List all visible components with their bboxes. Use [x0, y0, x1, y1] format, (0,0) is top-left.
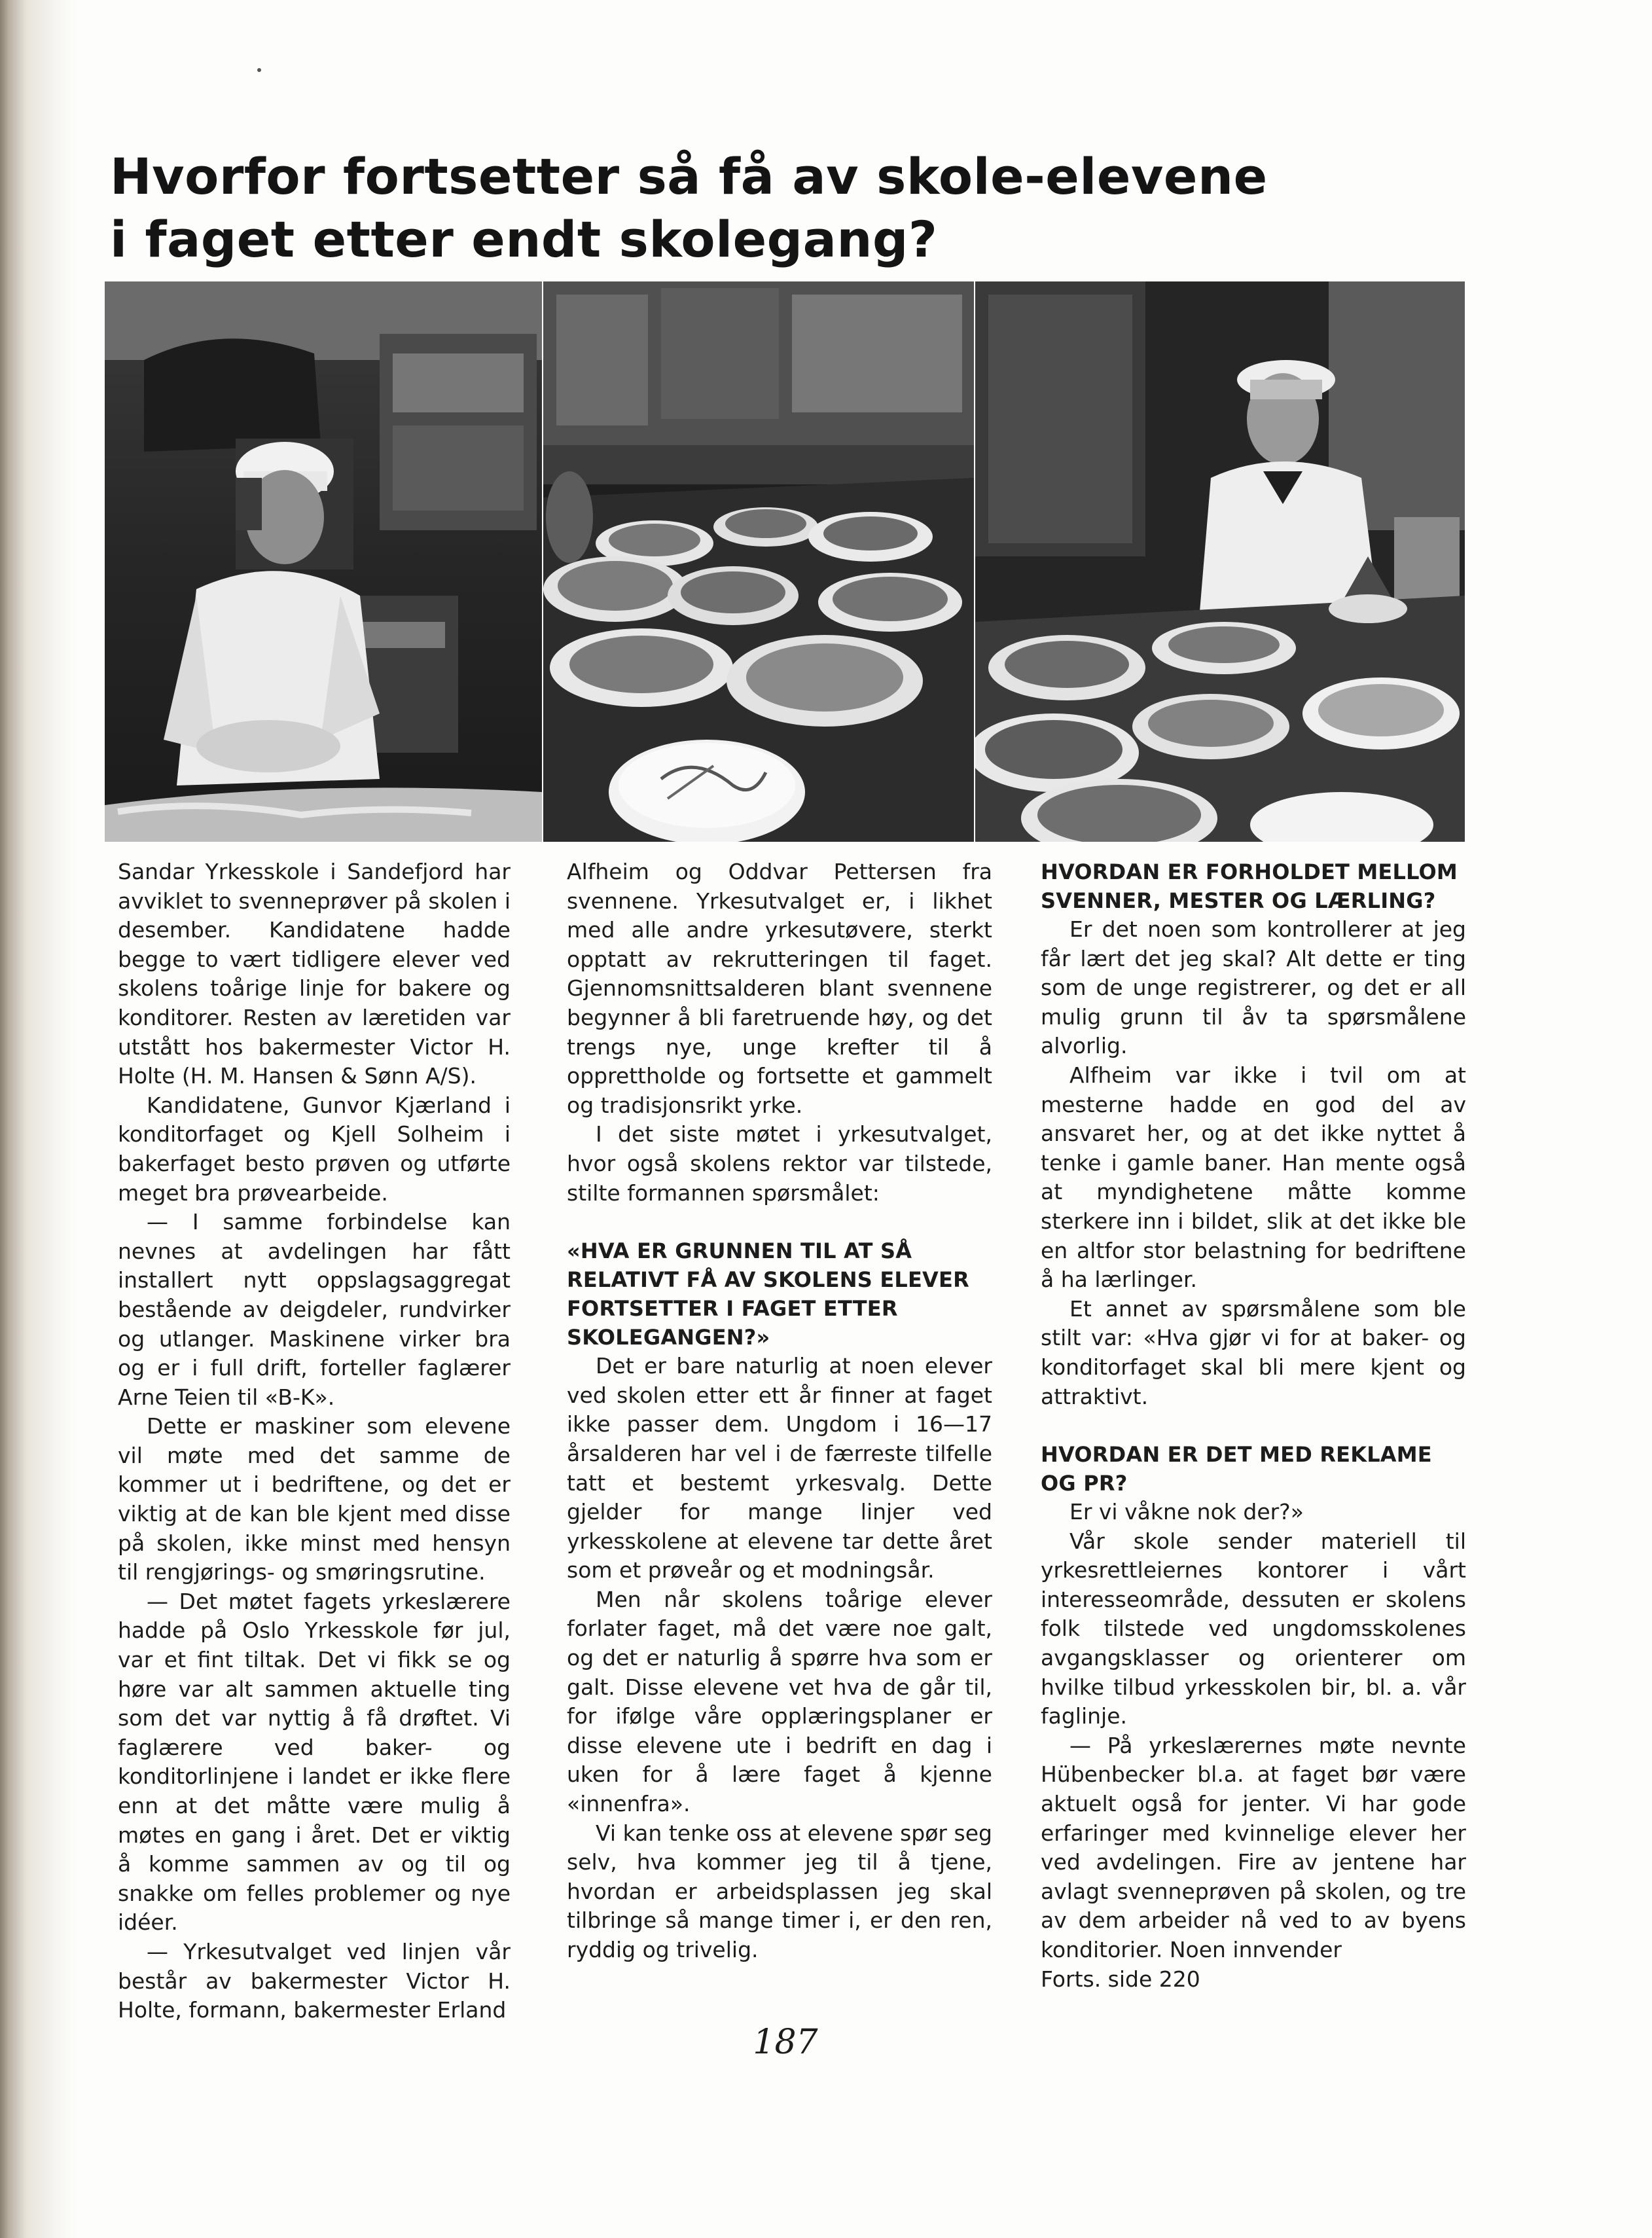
scan-speck — [257, 68, 261, 72]
paragraph: Sandar Yrkesskole i Sandefjord har avviklet to svenneprøver på skolen i desember. Kandidatene hadde begge to vært tidligere elever ved skolens toårige linje for bakere og konditorer. Resten av læretiden var utstått hos bakermester Victor H. Holte (H. M. Hansen & Sønn A/S). — [118, 859, 511, 1089]
confectioner-with-cakes-photo — [975, 281, 1465, 842]
section-heading: «HVA ER GRUNNEN TIL AT SÅ RELATIVT FÅ AV SKOLENS ELEVER FORTSETTER I FAGET ETTER SKOLEGANGEN?» — [567, 1238, 969, 1350]
paragraph: Er det noen som kontrollerer at jeg får lært det jeg skal? Alt dette er ting som de unge registrerer, og det er all mulig grunn til åv ta spørsmålene alvorlig. — [1041, 916, 1466, 1059]
paragraph: Dette er maskiner som elevene vil møte med det samme de kommer ut i bedriftene, og det er viktig at de kan ble kjent med disse på skolen, ikke minst med hensyn til rengjørings- og smøringsrutine. — [118, 1413, 511, 1585]
paragraph: Et annet av spørsmålene som ble stilt var: «Hva gjør vi for at baker- og konditorfaget skal bli mere kjent og attraktivt. — [1041, 1295, 1466, 1409]
paragraph: Vi kan tenke oss at elevene spør seg selv, hva kommer jeg til å tjene, hvordan er arbeidsplassen jeg skal tilbringe så mange timer i, er den ren, ryddig og trivelig. — [567, 1820, 992, 1962]
article-column-1 — [118, 857, 511, 2025]
section-heading: HVORDAN ER DET MED REKLAME OG PR? — [1041, 1442, 1432, 1496]
paragraph: Vår skole sender materiell til yrkesrettleiernes kontorer i vårt interesseområde, dessuten er skolens folk tilstede ved ungdomsskolenes avgangsklasser og orienterer om hvilke tilbud yrkesskolen bir, bl. a. vår faglinje. — [1041, 1528, 1466, 1729]
paragraph: — Det møtet fagets yrkeslærere hadde på Oslo Yrkesskole før jul, var et fint tiltak. Det vi fikk se og høre var alt sammen aktuelle ting som det var nyttig å få drøftet. Vi faglærere ved baker- og konditorlinjene i landet er ikke flere enn at det måtte være mulig å møtes en gang i året. Det er viktig å komme sammen av og til og snakke om felles problemer og nye idéer. — [118, 1588, 511, 1936]
baker-kneading-dough-photo — [105, 281, 542, 842]
paragraph: Men når skolens toårige elever forlater faget, må det være noe galt, og det er naturlig å spørre hva som er galt. Disse elevene vet hva de går til, for ifølge våre opplæringsplaner er disse elevene ute i bedrift en dag i uken for å lære faget å kjenne «innenfra». — [567, 1586, 992, 1817]
headline-line-2: i faget etter endt skolegang? — [110, 210, 938, 268]
section-heading: HVORDAN ER FORHOLDET MELLOM SVENNER, MESTER OG LÆRLING? — [1041, 859, 1458, 913]
page-binding-shadow — [0, 0, 79, 2238]
paragraph: — I samme forbindelse kan nevnes at avdelingen har fått installert nytt oppslagsaggregat bestående av deigdeler, rundvirker og utlanger. Maskinene virker bra og er i full drift, forteller faglærer Arne Teien til «B-K». — [118, 1209, 511, 1410]
paragraph: — Yrkesutvalget ved linjen vår består av bakermester Victor H. Holte, formann, bakermester Erland — [118, 1938, 511, 2023]
paragraph: Alfheim og Oddvar Pettersen fra svennene. Yrkesutvalget er, i likhet med alle andre yrkesutøvere, sterkt opptatt av rekrutteringen til faget. Gjennomsnittsalderen blant svennene begynner å bli faretruende høy, og det trengs nye, unge krefter til å opprettholde og fortsette et gammelt og tradisjonsrikt yrke. — [567, 859, 992, 1118]
pastry-table-photo — [543, 281, 974, 842]
continued-note: Forts. side 220 — [1041, 1966, 1200, 1992]
article-column-2 — [567, 857, 992, 1965]
paragraph: — På yrkeslærernes møte nevnte Hübenbecker bl.a. at faget bør være aktuelt også for jenter. Vi har gode erfaringer med kvinnelige elever her ved avdelingen. Fire av jentene har avlagt svenneprøven på skolen, og tre av dem arbeider nå ved to av byens konditorier. Noen innvender — [1041, 1732, 1466, 1962]
paragraph: Alfheim var ikke i tvil om at mesterne hadde en god del av ansvaret her, og at det ikke nyttet å tenke i gamle baner. Han mente også at myndighetene måtte komme sterkere inn i bildet, slik at det ikke ble en altfor stor belastning for bedriftene å ha lærlinger. — [1041, 1062, 1466, 1293]
photo-strip — [105, 281, 1465, 842]
article-column-3 — [1041, 857, 1466, 1994]
paragraph: Kandidatene, Gunvor Kjærland i konditorfaget og Kjell Solheim i bakerfaget besto prøven og utførte meget bra prøvearbeide. — [118, 1092, 511, 1206]
paragraph: Det er bare naturlig at noen elever ved skolen etter ett år finner at faget ikke passer dem. Ungdom i 16—17 årsalderen har vel i de færreste tilfelle tatt et bestemt yrkesvalg. Dette gjelder for mange linjer ved yrkesskolene at elevene tar dette året som et prøveår og et modningsår. — [567, 1353, 992, 1583]
page-number: 187 — [753, 2023, 818, 2062]
article-headline — [110, 145, 1354, 271]
paragraph: Er vi våkne nok der?» — [1069, 1499, 1304, 1525]
paragraph: I det siste møtet i yrkesutvalget, hvor også skolens rektor var tilstede, stilte formannen spørsmålet: — [567, 1121, 992, 1206]
headline-line-1: Hvorfor fortsetter så få av skole-elevene — [110, 147, 1268, 206]
